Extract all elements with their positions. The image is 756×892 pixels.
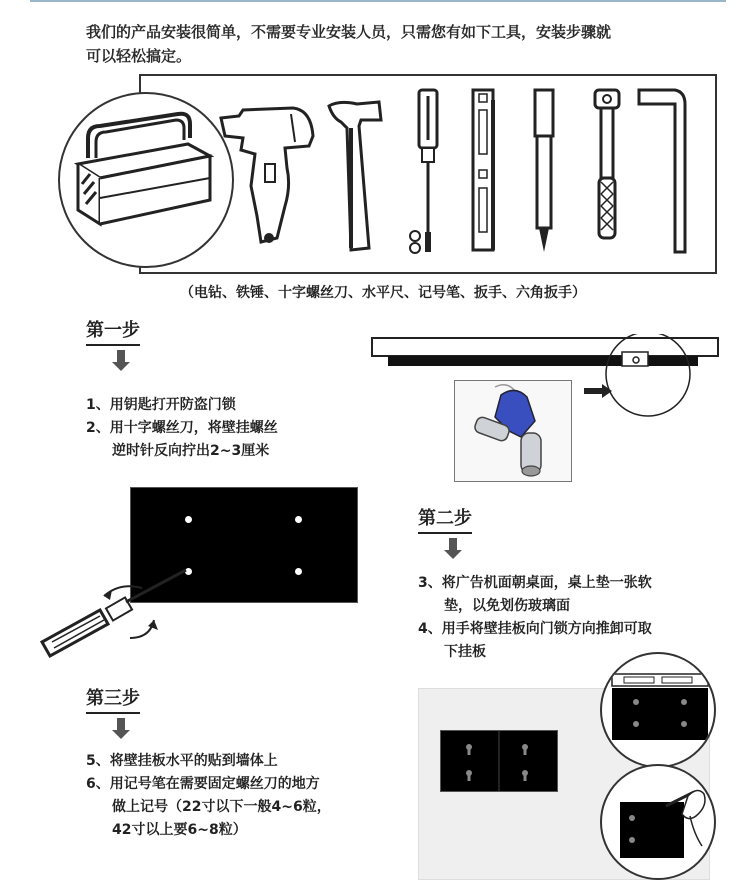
step1-text [86,394,386,463]
intro-line-2: 可以轻松搞定。 [86,47,192,65]
step3-title: 第三步 [86,684,140,714]
step1-arrow-icon [114,350,128,371]
hex-key-icon [639,90,685,252]
marker-pen-icon [535,90,553,252]
step2-line-2: 垫，以免划伤玻璃面 [444,598,570,614]
step1-title: 第一步 [86,316,140,346]
step1-line-2: 2、用十字螺丝刀，将壁挂螺丝 [86,420,278,436]
tools-caption: （电钻、铁锤、十字螺丝刀、水平尺、记号笔、扳手、六角扳手） [180,285,586,301]
step3-arrow-icon [114,718,128,739]
intro-text [86,20,736,68]
zoom-circle-marking [600,764,716,880]
wall-plate-detail [602,654,714,766]
step2-line-4: 下挂板 [444,644,486,660]
step2-title: 第二步 [418,504,472,534]
step2-line-1: 3、将广告机面朝桌面，桌上垫一张软 [418,575,652,591]
marking-detail [602,766,714,878]
wrench-icon [595,90,619,238]
toolbox-circle [58,92,234,268]
key-icon [455,381,571,481]
step2-arrow-icon [446,538,460,559]
zoom-circle-plate [600,652,716,768]
step3-text [86,750,396,842]
step3-line-3: 做上记号（22寸以下一般4~6粒， [112,799,331,815]
key-photo [454,380,572,482]
step1-line-3: 逆时针反向拧出2~3厘米 [112,443,270,459]
top-divider [30,0,726,2]
screwdriver-turning-icon [34,556,194,676]
step1-line-1: 1、用钥匙打开防盗门锁 [86,397,236,413]
step3-line-1: 5、将壁挂板水平的贴到墙体上 [86,753,278,769]
mounted-panel-holes [441,731,557,791]
toolbox-icon [60,94,232,266]
mounted-panel [440,730,558,792]
intro-line-1: 我们的产品安装很简单，不需要专业安装人员，只需您有如下工具，安装步骤就 [86,23,612,41]
electric-drill-icon [221,108,313,243]
step2-line-3: 4、用手将壁挂板向门锁方向推卸可取 [418,621,652,637]
step3-line-4: 42寸以上要6~8粒） [112,822,247,838]
screw-hole [185,516,192,523]
step2-text [418,572,748,664]
step3-line-2: 6、用记号笔在需要固定螺丝刀的地方 [86,776,320,792]
level-icon [473,90,495,250]
screw-hole [295,516,302,523]
screwdriver-icon [410,90,437,253]
hammer-icon [329,102,381,250]
screw-hole [295,568,302,575]
